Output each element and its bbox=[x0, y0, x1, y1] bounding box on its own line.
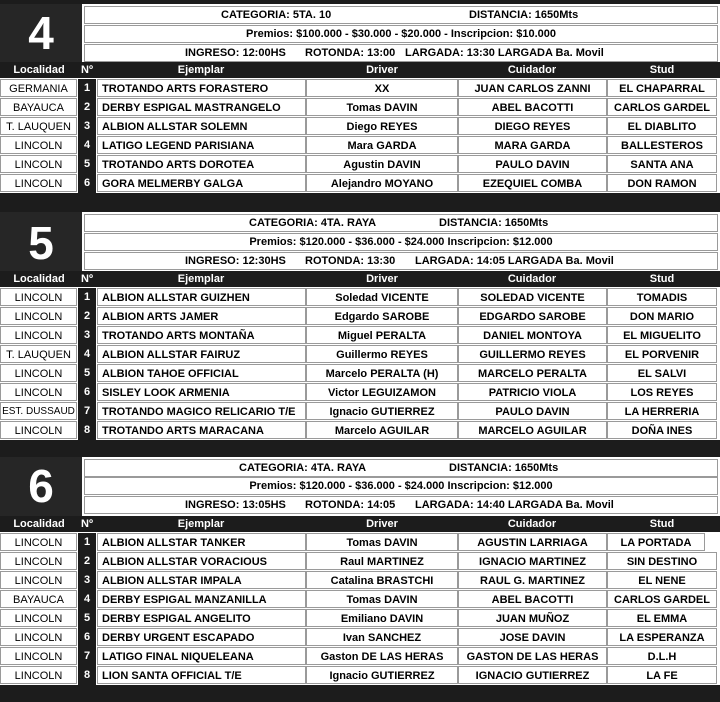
cell-stud: LA HERRERIA bbox=[607, 402, 717, 420]
cell-numero: 4 bbox=[78, 136, 96, 155]
cell-numero: 2 bbox=[78, 98, 96, 117]
cell-ejemplar: ALBION ALLSTAR VORACIOUS bbox=[97, 552, 306, 570]
cell-cuidador: SOLEDAD VICENTE bbox=[458, 288, 607, 306]
cell-numero: 5 bbox=[78, 364, 96, 383]
cell-ejemplar: LATIGO FINAL NIQUELEANA bbox=[97, 647, 306, 665]
cell-cuidador: JUAN MUÑOZ bbox=[458, 609, 607, 627]
header-numero: Nº bbox=[81, 518, 93, 530]
cell-numero: 3 bbox=[78, 326, 96, 345]
cell-localidad: BAYAUCA bbox=[0, 590, 77, 608]
cell-ejemplar: ALBION TAHOE OFFICIAL bbox=[97, 364, 306, 382]
cell-driver: Diego REYES bbox=[306, 117, 458, 135]
cell-stud: CARLOS GARDEL bbox=[607, 98, 717, 116]
race-premios: Premios: $120.000 - $36.000 - $24.000 Inscripcion: $12.000 bbox=[84, 477, 718, 495]
race-number: 5 bbox=[0, 212, 82, 274]
cell-cuidador: EDGARDO SAROBE bbox=[458, 307, 607, 325]
cell-driver: Catalina BRASTCHI bbox=[306, 571, 458, 589]
cell-localidad: LINCOLN bbox=[0, 136, 77, 154]
cell-stud: CARLOS GARDEL bbox=[607, 590, 717, 608]
race-info-row-1 bbox=[84, 459, 718, 477]
header-driver: Driver bbox=[366, 64, 398, 76]
race-categoria: CATEGORIA: 4TA. RAYA bbox=[239, 462, 367, 474]
header-stud: Stud bbox=[649, 518, 675, 530]
cell-stud: SIN DESTINO bbox=[607, 552, 717, 570]
race-block bbox=[0, 212, 720, 457]
cell-numero: 5 bbox=[78, 609, 96, 628]
cell-stud: EL DIABLITO bbox=[607, 117, 717, 135]
cell-ejemplar: DERBY ESPIGAL ANGELITO bbox=[97, 609, 306, 627]
table-row bbox=[0, 571, 720, 590]
cell-driver: Gaston DE LAS HERAS bbox=[306, 647, 458, 665]
table-header bbox=[0, 271, 720, 287]
cell-cuidador: DIEGO REYES bbox=[458, 117, 607, 135]
cell-localidad: LINCOLN bbox=[0, 552, 77, 570]
race-largada: LARGADA: 14:40 LARGADA Ba. Movil bbox=[415, 499, 614, 511]
cell-cuidador: PAULO DAVIN bbox=[458, 402, 607, 420]
table-row bbox=[0, 155, 720, 174]
header-ejemplar: Ejemplar bbox=[177, 518, 225, 530]
race-rotonda: ROTONDA: 13:00 bbox=[305, 47, 396, 59]
race-ingreso: INGRESO: 13:05HS bbox=[185, 499, 286, 511]
race-info-row-3 bbox=[84, 496, 718, 514]
header-localidad: Localidad bbox=[13, 64, 65, 76]
header-localidad: Localidad bbox=[13, 518, 65, 530]
race-info-row-1 bbox=[84, 6, 718, 24]
cell-ejemplar: DERBY ESPIGAL MASTRANGELO bbox=[97, 98, 306, 116]
cell-localidad: T. LAUQUEN bbox=[0, 117, 77, 135]
cell-numero: 2 bbox=[78, 307, 96, 326]
header-cuidador: Cuidador bbox=[507, 273, 557, 285]
cell-ejemplar: TROTANDO ARTS FORASTERO bbox=[97, 79, 306, 97]
race-number: 4 bbox=[0, 4, 82, 62]
cell-ejemplar: ALBION ALLSTAR IMPALA bbox=[97, 571, 306, 589]
cell-driver: Marcelo PERALTA (H) bbox=[306, 364, 458, 382]
cell-ejemplar: DERBY URGENT ESCAPADO bbox=[97, 628, 306, 646]
cell-stud: BALLESTEROS bbox=[607, 136, 717, 154]
cell-numero: 4 bbox=[78, 590, 96, 609]
cell-localidad: LINCOLN bbox=[0, 174, 77, 192]
cell-numero: 4 bbox=[78, 345, 96, 364]
table-row bbox=[0, 79, 720, 98]
cell-driver: Ignacio GUTIERREZ bbox=[306, 666, 458, 684]
cell-localidad: LINCOLN bbox=[0, 307, 77, 325]
cell-numero: 2 bbox=[78, 552, 96, 571]
cell-localidad: LINCOLN bbox=[0, 155, 77, 173]
cell-numero: 7 bbox=[78, 402, 96, 421]
table-row bbox=[0, 174, 720, 193]
cell-ejemplar: LATIGO LEGEND PARISIANA bbox=[97, 136, 306, 154]
table-row bbox=[0, 421, 720, 440]
cell-driver: Miguel PERALTA bbox=[306, 326, 458, 344]
header-driver: Driver bbox=[366, 518, 398, 530]
cell-numero: 5 bbox=[78, 155, 96, 174]
table-row bbox=[0, 666, 720, 685]
table-row bbox=[0, 136, 720, 155]
race-rotonda: ROTONDA: 14:05 bbox=[305, 499, 396, 511]
header-stud: Stud bbox=[649, 64, 675, 76]
race-separator bbox=[0, 440, 720, 457]
race-distancia: DISTANCIA: 1650Mts bbox=[469, 9, 579, 21]
table-row bbox=[0, 590, 720, 609]
cell-cuidador: DANIEL MONTOYA bbox=[458, 326, 607, 344]
cell-localidad: LINCOLN bbox=[0, 628, 77, 646]
cell-driver: Agustin DAVIN bbox=[306, 155, 458, 173]
cell-cuidador: ABEL BACOTTI bbox=[458, 590, 607, 608]
cell-cuidador: IGNACIO GUTIERREZ bbox=[458, 666, 607, 684]
cell-stud: EL CHAPARRAL bbox=[607, 79, 717, 97]
cell-driver: Guillermo REYES bbox=[306, 345, 458, 363]
cell-cuidador: EZEQUIEL COMBA bbox=[458, 174, 607, 192]
cell-ejemplar: TROTANDO ARTS MONTAÑA bbox=[97, 326, 306, 344]
cell-numero: 7 bbox=[78, 647, 96, 666]
cell-localidad: LINCOLN bbox=[0, 326, 77, 344]
cell-cuidador: MARA GARDA bbox=[458, 136, 607, 154]
cell-localidad: GERMANIA bbox=[0, 79, 77, 97]
race-distancia: DISTANCIA: 1650Mts bbox=[439, 217, 549, 229]
cell-numero: 8 bbox=[78, 666, 96, 685]
cell-numero: 8 bbox=[78, 421, 96, 440]
cell-localidad: LINCOLN bbox=[0, 533, 77, 551]
cell-ejemplar: SISLEY LOOK ARMENIA bbox=[97, 383, 306, 401]
header-cuidador: Cuidador bbox=[507, 64, 557, 76]
race-rotonda: ROTONDA: 13:30 bbox=[305, 255, 396, 267]
cell-numero: 1 bbox=[78, 79, 96, 98]
race-ingreso: INGRESO: 12:00HS bbox=[185, 47, 286, 59]
cell-driver: Tomas DAVIN bbox=[306, 590, 458, 608]
cell-cuidador: GASTON DE LAS HERAS bbox=[458, 647, 607, 665]
cell-numero: 3 bbox=[78, 571, 96, 590]
cell-stud: EL EMMA bbox=[607, 609, 717, 627]
cell-stud: DON MARIO bbox=[607, 307, 717, 325]
cell-cuidador: ABEL BACOTTI bbox=[458, 98, 607, 116]
cell-ejemplar: TROTANDO ARTS DOROTEA bbox=[97, 155, 306, 173]
cell-ejemplar: ALBION ALLSTAR SOLEMN bbox=[97, 117, 306, 135]
cell-driver: Ivan SANCHEZ bbox=[306, 628, 458, 646]
table-row bbox=[0, 533, 720, 552]
race-ingreso: INGRESO: 12:30HS bbox=[185, 255, 286, 267]
cell-driver: Mara GARDA bbox=[306, 136, 458, 154]
cell-ejemplar: LION SANTA OFFICIAL T/E bbox=[97, 666, 306, 684]
cell-cuidador: RAUL G. MARTINEZ bbox=[458, 571, 607, 589]
race-number: 6 bbox=[0, 457, 82, 516]
cell-driver: Tomas DAVIN bbox=[306, 98, 458, 116]
cell-cuidador: MARCELO AGUILAR bbox=[458, 421, 607, 439]
cell-numero: 3 bbox=[78, 117, 96, 136]
table-header bbox=[0, 62, 720, 78]
header-stud: Stud bbox=[649, 273, 675, 285]
cell-ejemplar: DERBY ESPIGAL MANZANILLA bbox=[97, 590, 306, 608]
cell-localidad: LINCOLN bbox=[0, 666, 77, 684]
cell-localidad: LINCOLN bbox=[0, 609, 77, 627]
cell-stud: TOMADIS bbox=[607, 288, 717, 306]
cell-numero: 6 bbox=[78, 383, 96, 402]
cell-localidad: BAYAUCA bbox=[0, 98, 77, 116]
header-ejemplar: Ejemplar bbox=[177, 273, 225, 285]
cell-stud: LA ESPERANZA bbox=[607, 628, 717, 646]
header-localidad: Localidad bbox=[13, 273, 65, 285]
race-block bbox=[0, 457, 720, 702]
cell-stud: DON RAMON bbox=[607, 174, 717, 192]
table-row bbox=[0, 307, 720, 326]
cell-cuidador: JOSE DAVIN bbox=[458, 628, 607, 646]
race-top-bar bbox=[0, 0, 720, 4]
cell-localidad: LINCOLN bbox=[0, 364, 77, 382]
race-separator bbox=[0, 193, 720, 212]
header-ejemplar: Ejemplar bbox=[177, 64, 225, 76]
cell-driver: Soledad VICENTE bbox=[306, 288, 458, 306]
cell-ejemplar: ALBION ALLSTAR TANKER bbox=[97, 533, 306, 551]
cell-ejemplar: TROTANDO MAGICO RELICARIO T/E bbox=[97, 402, 306, 420]
header-numero: Nº bbox=[81, 64, 93, 76]
table-row bbox=[0, 383, 720, 402]
cell-driver: Emiliano DAVIN bbox=[306, 609, 458, 627]
cell-cuidador: IGNACIO MARTINEZ bbox=[458, 552, 607, 570]
cell-driver: Ignacio GUTIERREZ bbox=[306, 402, 458, 420]
cell-localidad: LINCOLN bbox=[0, 647, 77, 665]
cell-cuidador: AGUSTIN LARRIAGA bbox=[458, 533, 607, 551]
race-categoria: CATEGORIA: 5TA. 10 bbox=[221, 9, 332, 21]
race-premios: Premios: $120.000 - $36.000 - $24.000 Inscripcion: $12.000 bbox=[84, 233, 718, 251]
table-row bbox=[0, 288, 720, 307]
race-largada: LARGADA: 14:05 LARGADA Ba. Movil bbox=[415, 255, 614, 267]
cell-driver: XX bbox=[306, 79, 458, 97]
cell-cuidador: GUILLERMO REYES bbox=[458, 345, 607, 363]
cell-ejemplar: ALBION ALLSTAR FAIRUZ bbox=[97, 345, 306, 363]
cell-cuidador: JUAN CARLOS ZANNI bbox=[458, 79, 607, 97]
cell-localidad: LINCOLN bbox=[0, 383, 77, 401]
table-row bbox=[0, 628, 720, 647]
race-info-row-1 bbox=[84, 214, 718, 232]
cell-driver: Victor LEGUIZAMON bbox=[306, 383, 458, 401]
cell-stud: EL NENE bbox=[607, 571, 717, 589]
cell-driver: Edgardo SAROBE bbox=[306, 307, 458, 325]
cell-driver: Tomas DAVIN bbox=[306, 533, 458, 551]
cell-numero: 1 bbox=[78, 533, 96, 552]
cell-stud: EL PORVENIR bbox=[607, 345, 717, 363]
race-separator bbox=[0, 685, 720, 702]
cell-numero: 1 bbox=[78, 288, 96, 307]
cell-stud: DOÑA INES bbox=[607, 421, 717, 439]
cell-localidad: LINCOLN bbox=[0, 421, 77, 439]
cell-stud: EL SALVI bbox=[607, 364, 717, 382]
table-row bbox=[0, 98, 720, 117]
cell-ejemplar: ALBION ALLSTAR GUIZHEN bbox=[97, 288, 306, 306]
race-distancia: DISTANCIA: 1650Mts bbox=[449, 462, 559, 474]
cell-localidad: EST. DUSSAUD bbox=[0, 402, 77, 420]
cell-stud: LOS REYES bbox=[607, 383, 717, 401]
cell-driver: Alejandro MOYANO bbox=[306, 174, 458, 192]
race-info-row-3 bbox=[84, 44, 718, 62]
cell-driver: Raul MARTINEZ bbox=[306, 552, 458, 570]
table-row bbox=[0, 326, 720, 345]
race-info-row-3 bbox=[84, 252, 718, 270]
table-row bbox=[0, 364, 720, 383]
cell-ejemplar: TROTANDO ARTS MARACANA bbox=[97, 421, 306, 439]
table-row bbox=[0, 345, 720, 364]
cell-numero: 6 bbox=[78, 628, 96, 647]
cell-ejemplar: ALBION ARTS JAMER bbox=[97, 307, 306, 325]
cell-stud: LA FE bbox=[607, 666, 717, 684]
cell-stud: EL MIGUELITO bbox=[607, 326, 717, 344]
race-block bbox=[0, 0, 720, 212]
table-row bbox=[0, 402, 720, 421]
table-row bbox=[0, 647, 720, 666]
table-row bbox=[0, 552, 720, 571]
table-row bbox=[0, 117, 720, 136]
race-largada: LARGADA: 13:30 LARGADA Ba. Movil bbox=[405, 47, 604, 59]
table-row bbox=[0, 609, 720, 628]
header-numero: Nº bbox=[81, 273, 93, 285]
cell-driver: Marcelo AGUILAR bbox=[306, 421, 458, 439]
table-header bbox=[0, 516, 720, 532]
cell-cuidador: PATRICIO VIOLA bbox=[458, 383, 607, 401]
cell-localidad: LINCOLN bbox=[0, 571, 77, 589]
cell-localidad: T. LAUQUEN bbox=[0, 345, 77, 363]
header-driver: Driver bbox=[366, 273, 398, 285]
cell-cuidador: PAULO DAVIN bbox=[458, 155, 607, 173]
race-categoria: CATEGORIA: 4TA. RAYA bbox=[249, 217, 377, 229]
cell-stud: LA PORTADA bbox=[607, 533, 705, 551]
cell-stud: D.L.H bbox=[607, 647, 717, 665]
cell-cuidador: MARCELO PERALTA bbox=[458, 364, 607, 382]
cell-stud: SANTA ANA bbox=[607, 155, 717, 173]
cell-localidad: LINCOLN bbox=[0, 288, 77, 306]
race-premios: Premios: $100.000 - $30.000 - $20.000 - Inscripcion: $10.000 bbox=[84, 25, 718, 43]
header-cuidador: Cuidador bbox=[507, 518, 557, 530]
cell-numero: 6 bbox=[78, 174, 96, 193]
cell-ejemplar: GORA MELMERBY GALGA bbox=[97, 174, 306, 192]
